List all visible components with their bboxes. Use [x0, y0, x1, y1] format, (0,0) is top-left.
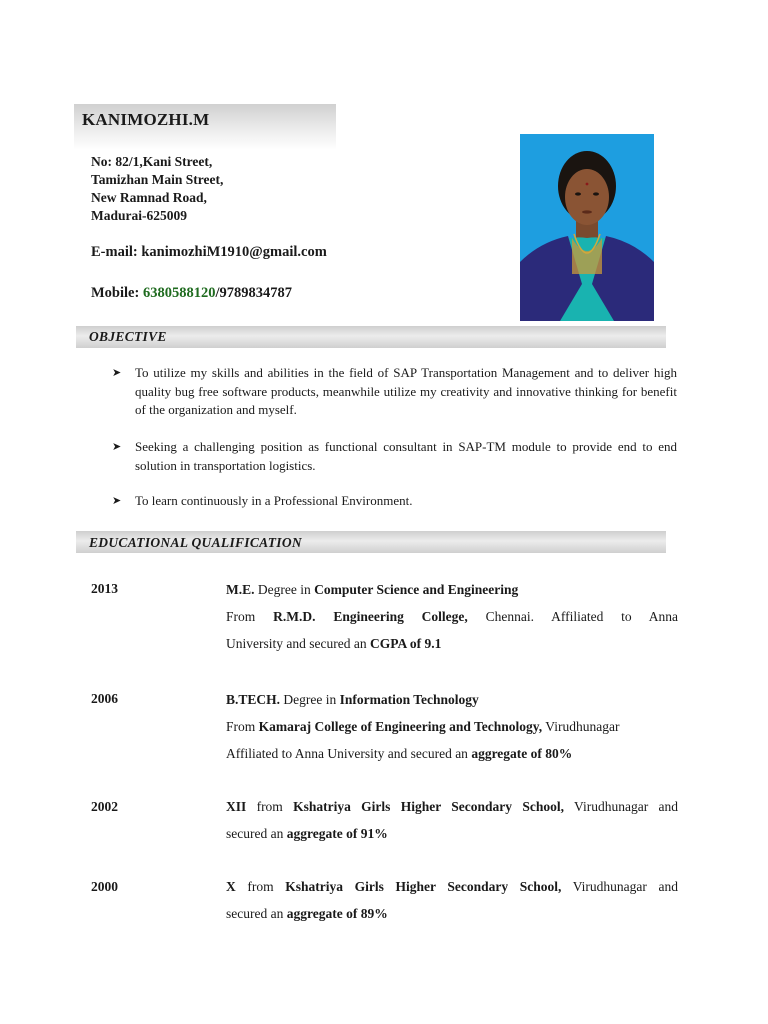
degree-field: Computer Science and Engineering [314, 582, 519, 597]
mobile-primary[interactable]: 6380588120 [142, 285, 216, 301]
address-line: Madurai-625009 [91, 208, 187, 223]
address-line: Tamizhan Main Street, [91, 172, 224, 187]
education-year: 2006 [91, 691, 118, 706]
education-year: 2013 [91, 581, 118, 596]
degree-name: XII [226, 799, 247, 814]
score-value: aggregate of 80% [471, 746, 573, 761]
objective-heading: OBJECTIVE [89, 329, 167, 344]
objective-text: To utilize my skills and abilities in the field of SAP Transportation Management and to deliver high quality bug free software products, meanwhile utilize my creativity and innovative thinking for benefit of the organization and myself. [135, 365, 677, 417]
institution-line [226, 713, 678, 740]
degree-connector: Degree in [254, 582, 315, 597]
degree-name: M.E. [226, 582, 255, 597]
institution-name: Kamaraj College of Engineering and Technology, [258, 719, 543, 734]
score-prefix: Affiliated to Anna University and secured an [226, 746, 472, 761]
right-arrowhead-icon: ➤ [112, 441, 122, 453]
right-arrowhead-icon: ➤ [112, 367, 122, 379]
score-prefix: University and secured an [226, 636, 370, 651]
objective-text: Seeking a challenging position as functional consultant in SAP-TM module to provide end to end solution in transportation logistics. [135, 439, 677, 473]
address-line: New Ramnad Road, [91, 190, 207, 205]
institution-line [226, 603, 678, 630]
score-line [226, 820, 678, 847]
email-label: E-mail: [91, 244, 138, 260]
education-year: 2000 [91, 879, 118, 894]
education-heading: EDUCATIONAL QUALIFICATION [89, 535, 302, 550]
from-label: From [226, 609, 274, 624]
education-year: 2002 [91, 799, 118, 814]
degree-name: X [226, 879, 236, 894]
institution-location: Virudhunagar and [563, 799, 678, 814]
institution-location: Virudhunagar and [561, 879, 678, 894]
degree-field: Information Technology [339, 692, 479, 707]
from-label: from [246, 799, 294, 814]
score-prefix: secured an [226, 826, 287, 841]
from-label: From [226, 719, 259, 734]
mobile-line [91, 285, 292, 302]
right-arrowhead-icon: ➤ [112, 495, 122, 507]
institution-name: Kshatriya Girls Higher Secondary School, [285, 879, 562, 894]
education-entry [226, 873, 678, 927]
mobile-secondary[interactable]: /9789834787 [215, 285, 292, 301]
education-entry [226, 576, 678, 657]
institution-line [226, 873, 678, 900]
degree-line [226, 686, 678, 713]
institution-location: Virudhunagar [542, 719, 620, 734]
score-line [226, 740, 678, 767]
mobile-label: Mobile: [91, 285, 140, 301]
degree-connector: Degree in [280, 692, 340, 707]
score-line [226, 900, 678, 927]
institution-line [226, 793, 678, 820]
objective-text: To learn continuously in a Professional Environment. [135, 493, 413, 508]
address-block [91, 153, 223, 225]
score-line [226, 630, 678, 657]
email-address[interactable]: kanimozhiM1910@gmail.com [141, 244, 327, 260]
degree-name: B.TECH. [226, 692, 281, 707]
education-entry [226, 793, 678, 847]
email-line [91, 244, 327, 261]
candidate-name: KANIMOZHI.M [82, 110, 210, 129]
profile-photo [520, 134, 654, 321]
address-line: No: 82/1,Kani Street, [91, 154, 213, 169]
score-value: CGPA of 9.1 [369, 636, 442, 651]
from-label: from [235, 879, 286, 894]
education-entry [226, 686, 678, 767]
institution-name: R.M.D. Engineering College, [273, 609, 468, 624]
institution-name: Kshatriya Girls Higher Secondary School, [293, 799, 564, 814]
score-value: aggregate of 91% [286, 826, 388, 841]
degree-line [226, 576, 678, 603]
score-value: aggregate of 89% [286, 906, 388, 921]
portrait-illustration [520, 134, 654, 321]
institution-location: Chennai. Affiliated to Anna [467, 609, 678, 624]
score-prefix: secured an [226, 906, 287, 921]
